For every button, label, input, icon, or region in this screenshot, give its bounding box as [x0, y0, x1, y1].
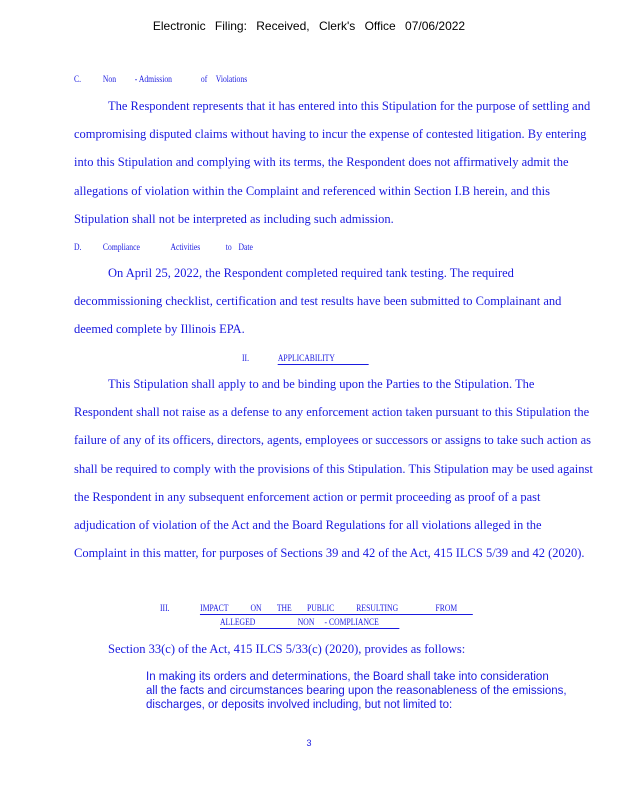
section-iii-title-line2 [220, 617, 399, 629]
section-d-title-word: Compliance [102, 242, 140, 252]
section-c-title-word: Violations [215, 74, 248, 84]
section-ii-heading [242, 353, 369, 365]
paragraph-section-33c-intro: Section 33(c) of the Act, 415 ILCS 5/33(c) (2020), provides as follows: [108, 642, 466, 656]
section-c-letter: C. [74, 74, 82, 84]
section-ii-title: APPLICABILITY [278, 353, 369, 365]
section-d-title-word: Activities [170, 242, 201, 252]
section-iii-title-word: THE [276, 603, 292, 613]
section-d-title-word: to [225, 242, 232, 252]
section-c-title-word: of [200, 74, 208, 84]
section-iii-heading [160, 603, 472, 615]
section-iii-title-word: RESULTING [356, 603, 399, 613]
paragraph-compliance: On April 25, 2022, the Respondent completed required tank testing. The required decommissioning checklist, certification and test results have been submitted to Complainant and deemed complete by Illinois EPA. [74, 266, 562, 337]
section-d-title-word: Date [238, 242, 253, 252]
block-quote-line: all the facts and circumstances bearing upon the reasonableness of the emissions, [146, 685, 567, 697]
section-iii-numeral: III. [160, 603, 170, 613]
block-quote-line: discharges, or deposits involved including, but not limited to: [146, 699, 453, 711]
page-number: 3 [306, 738, 312, 748]
section-iii-title-word: ALLEGED [220, 617, 256, 627]
section-iii-title-line1 [200, 603, 472, 615]
paragraph-applicability: This Stipulation shall apply to and be binding upon the Parties to the Stipulation. The Respondent shall not raise as a defense to any enforcement action taken pursuant to this Stipulation the failure of any of its officers, directors, agents, employees or successors or assigns to take such action as shall be required to comply with the provisions of this Stipulation. This Stipulation may be used against the Respondent in any subsequent enforcement action or permit proceeding as proof of a past adjudication of violation of the Act and the Board Regulations for all violations alleged in the Complaint in this matter, for purposes of Sections 39 and 42 of the Act, 415 ILCS 5/39 and 42 (2020). [74, 377, 593, 561]
section-iii-title-word: IMPACT [200, 603, 229, 613]
section-iii-heading-line2 [220, 617, 399, 629]
section-d-heading [74, 242, 253, 252]
section-ii-numeral: II. [242, 353, 250, 363]
filing-stamp: Electronic Filing: Received, Clerk's Office 07/06/2022 [152, 19, 466, 33]
block-quote-line: In making its orders and determinations, the Board shall take into consideration [146, 671, 549, 683]
section-iii-title-word: ON [250, 603, 262, 613]
section-iii-title-word: FROM [435, 603, 458, 613]
section-d-letter: D. [74, 242, 82, 252]
paragraph-non-admission: The Respondent represents that it has entered into this Stipulation for the purpose of settling and compromising disputed claims without having to incur the expense of contested litigation. By entering into this Stipulation and complying with its terms, the Respondent does not affirmatively admit the allegations of violation within the Complaint and referenced within Section I.B herein, and this Stipulation shall not be interpreted as including such admission. [74, 99, 591, 226]
section-iii-title-word: PUBLIC [306, 603, 335, 613]
section-iii-title-word: - COMPLIANCE [324, 617, 379, 627]
section-c-title-word: Non [102, 74, 117, 84]
section-c-title-word: - Admission [134, 74, 172, 84]
section-iii-title-word: NON [297, 617, 315, 627]
section-c-heading [74, 74, 247, 84]
